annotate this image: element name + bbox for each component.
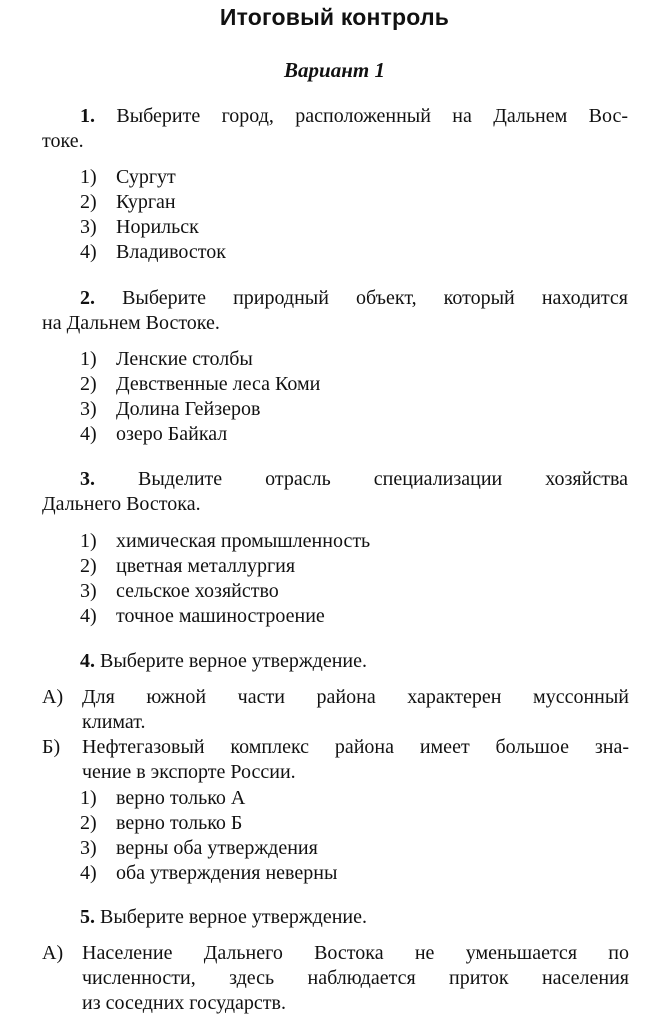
- question-3-number: 3.: [80, 468, 95, 490]
- question-4-option-3: 3) верны оба утверждения: [80, 837, 318, 859]
- question-2-option-1: 1) Ленские столбы: [80, 348, 253, 370]
- question-1-option-2: 2) Курган: [80, 191, 176, 213]
- question-4-statement-a: А) Для южной части района характерен муссонный: [42, 686, 629, 708]
- question-1-option-4: 4) Владивосток: [80, 241, 226, 263]
- question-2-text: Выберите природный объект, который находится: [122, 287, 629, 309]
- question-5-statement-a-line-2: численности, здесь наблюдается приток населения: [82, 967, 629, 989]
- question-2-option-4: 4) озеро Байкал: [80, 423, 228, 445]
- question-3-text: Выделите отрасль специализации хозяйства: [138, 468, 628, 490]
- question-1-option-1: 1) Сургут: [80, 166, 176, 188]
- question-3-line-1: [80, 467, 628, 492]
- question-4-text: Выберите верное утверждение.: [100, 650, 368, 672]
- question-4-statement-b: Б) Нефтегазовый комплекс района имеет большое зна-: [42, 736, 629, 758]
- question-1-number: 1.: [80, 105, 95, 127]
- question-2-line-1: [80, 286, 628, 311]
- question-3-option-3: 3) сельское хозяйство: [80, 580, 279, 602]
- question-3-option-1: 1) химическая промышленность: [80, 530, 371, 552]
- question-1-line-2: токе.: [42, 130, 84, 152]
- question-3-option-4: 4) точное машиностроение: [80, 605, 325, 627]
- question-4-statement-a-line-2: климат.: [82, 711, 146, 733]
- question-5-statement-a: А) Население Дальнего Востока не уменьшается по: [42, 942, 629, 964]
- question-4-option-2: 2) верно только Б: [80, 812, 243, 834]
- question-5-number: 5.: [80, 906, 95, 928]
- question-2-option-3: 3) Долина Гейзеров: [80, 398, 261, 420]
- question-4-option-4: 4) оба утверждения неверны: [80, 862, 338, 884]
- question-4-option-1: 1) верно только А: [80, 787, 246, 809]
- question-3-option-2: 2) цветная металлургия: [80, 555, 296, 577]
- variant-heading: Вариант 1: [284, 58, 385, 82]
- question-5-line-1: [80, 905, 367, 930]
- question-1-text: Выберите город, расположенный на Дальнем Вос-: [116, 105, 628, 127]
- question-2-line-2: на Дальнем Востоке.: [42, 312, 220, 334]
- question-4-line-1: [80, 649, 367, 674]
- question-2-option-2: 2) Девственные леса Коми: [80, 373, 321, 395]
- question-1-option-3: 3) Норильск: [80, 216, 199, 238]
- question-1-line-1: [80, 104, 628, 129]
- page-title: Итоговый контроль: [219, 4, 450, 30]
- question-2-number: 2.: [80, 287, 95, 309]
- question-4-number: 4.: [80, 650, 95, 672]
- question-5-statement-a-line-3: из соседних государств.: [82, 992, 286, 1014]
- question-4-statement-b-line-2: чение в экспорте России.: [82, 761, 296, 783]
- question-3-line-2: Дальнего Востока.: [42, 493, 201, 515]
- question-5-text: Выберите верное утверждение.: [100, 906, 368, 928]
